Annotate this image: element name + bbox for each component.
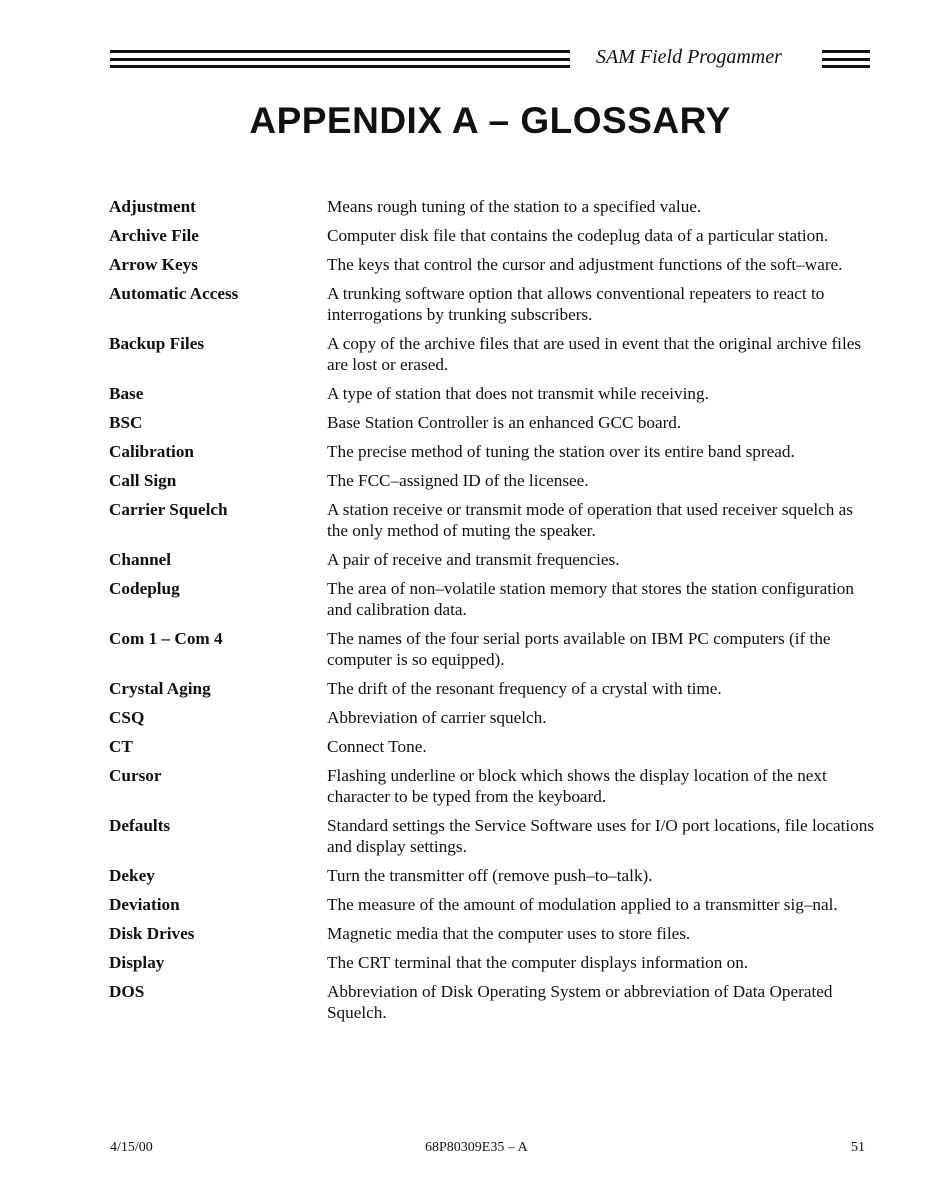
glossary-entry — [109, 196, 875, 217]
glossary-definition: A type of station that does not transmit while receiving. — [327, 384, 709, 403]
page-title: APPENDIX A – GLOSSARY — [249, 100, 731, 141]
glossary-term: BSC — [109, 413, 143, 432]
glossary-entry — [109, 499, 875, 541]
glossary-definition: A pair of receive and transmit frequencies. — [327, 550, 620, 569]
glossary-definition: A copy of the archive files that are used in event that the original archive files are lost or erased. — [327, 334, 862, 374]
glossary-definition: Flashing underline or block which shows the display location of the next character to be typed from the keyboard. — [327, 766, 827, 806]
glossary-entry — [109, 765, 875, 807]
glossary-term: Deviation — [109, 895, 180, 914]
glossary-definition: The CRT terminal that the computer displays information on. — [327, 953, 749, 972]
glossary-entry — [109, 678, 875, 699]
glossary-definition: A station receive or transmit mode of operation that used receiver squelch as the only method of muting the speaker. — [327, 500, 853, 540]
glossary-entry — [109, 815, 875, 857]
glossary-entry — [109, 578, 875, 620]
glossary-term: Display — [109, 953, 165, 972]
glossary-term: Com 1 – Com 4 — [109, 629, 223, 648]
glossary-term: Crystal Aging — [109, 679, 211, 698]
glossary-term: Channel — [109, 550, 172, 569]
glossary-term: Call Sign — [109, 471, 177, 490]
header-rule-left — [110, 50, 570, 68]
glossary-term: Dekey — [109, 866, 155, 885]
footer-date: 4/15/00 — [110, 1140, 153, 1155]
glossary-entry — [109, 707, 875, 728]
header-rule-right — [822, 50, 870, 68]
glossary-entry — [109, 981, 875, 1023]
glossary-entry — [109, 952, 875, 973]
glossary-definition: The area of non–volatile station memory that stores the station configuration and calibration data. — [327, 579, 854, 619]
glossary-term: CSQ — [109, 708, 145, 727]
glossary-entry — [109, 283, 875, 325]
footer-page-number: 51 — [851, 1140, 865, 1155]
glossary-definition: A trunking software option that allows conventional repeaters to react to interrogations by trunking subscribers. — [327, 284, 825, 324]
glossary-entry — [109, 549, 875, 570]
glossary-definition: Base Station Controller is an enhanced GCC board. — [327, 413, 682, 432]
header-title: SAM Field Progammer — [596, 46, 782, 68]
glossary-entry — [109, 628, 875, 670]
glossary-entry — [109, 865, 875, 886]
footer-doc-number: 68P80309E35 – A — [425, 1140, 528, 1155]
glossary-term: Defaults — [109, 816, 171, 835]
glossary-term: Cursor — [109, 766, 162, 785]
glossary-term: Backup Files — [109, 334, 205, 353]
glossary-entry — [109, 225, 875, 246]
glossary-entry — [109, 923, 875, 944]
glossary-term: Automatic Access — [109, 284, 239, 303]
glossary-list — [109, 196, 875, 1031]
glossary-term: DOS — [109, 982, 145, 1001]
glossary-term: Calibration — [109, 442, 194, 461]
glossary-term: Arrow Keys — [109, 255, 198, 274]
glossary-term: Adjustment — [109, 197, 196, 216]
glossary-entry — [109, 383, 875, 404]
glossary-definition: Turn the transmitter off (remove push–to–talk). — [327, 866, 653, 885]
glossary-definition: Abbreviation of Disk Operating System or abbreviation of Data Operated Squelch. — [327, 982, 833, 1022]
glossary-entry — [109, 254, 875, 275]
glossary-term: Codeplug — [109, 579, 180, 598]
glossary-term: Carrier Squelch — [109, 500, 228, 519]
glossary-definition: The keys that control the cursor and adjustment functions of the soft–ware. — [327, 255, 843, 274]
page-footer — [110, 1140, 865, 1160]
glossary-definition: Means rough tuning of the station to a specified value. — [327, 197, 702, 216]
glossary-entry — [109, 736, 875, 757]
glossary-definition: The drift of the resonant frequency of a crystal with time. — [327, 679, 722, 698]
glossary-definition: Computer disk file that contains the codeplug data of a particular station. — [327, 226, 829, 245]
glossary-term: Archive File — [109, 226, 199, 245]
glossary-definition: Connect Tone. — [327, 737, 427, 756]
glossary-definition: The measure of the amount of modulation applied to a transmitter sig–nal. — [327, 895, 838, 914]
glossary-term: CT — [109, 737, 133, 756]
glossary-entry — [109, 333, 875, 375]
glossary-entry — [109, 894, 875, 915]
glossary-definition: The precise method of tuning the station over its entire band spread. — [327, 442, 795, 461]
glossary-entry — [109, 441, 875, 462]
glossary-definition: Magnetic media that the computer uses to store files. — [327, 924, 691, 943]
glossary-entry — [109, 412, 875, 433]
glossary-definition: The names of the four serial ports available on IBM PC computers (if the computer is so equipped). — [327, 629, 831, 669]
glossary-definition: Standard settings the Service Software uses for I/O port locations, file locations and display settings. — [327, 816, 875, 856]
glossary-definition: The FCC–assigned ID of the licensee. — [327, 471, 589, 490]
glossary-term: Base — [109, 384, 144, 403]
glossary-entry — [109, 470, 875, 491]
glossary-definition: Abbreviation of carrier squelch. — [327, 708, 547, 727]
glossary-term: Disk Drives — [109, 924, 195, 943]
page-header — [110, 46, 870, 74]
